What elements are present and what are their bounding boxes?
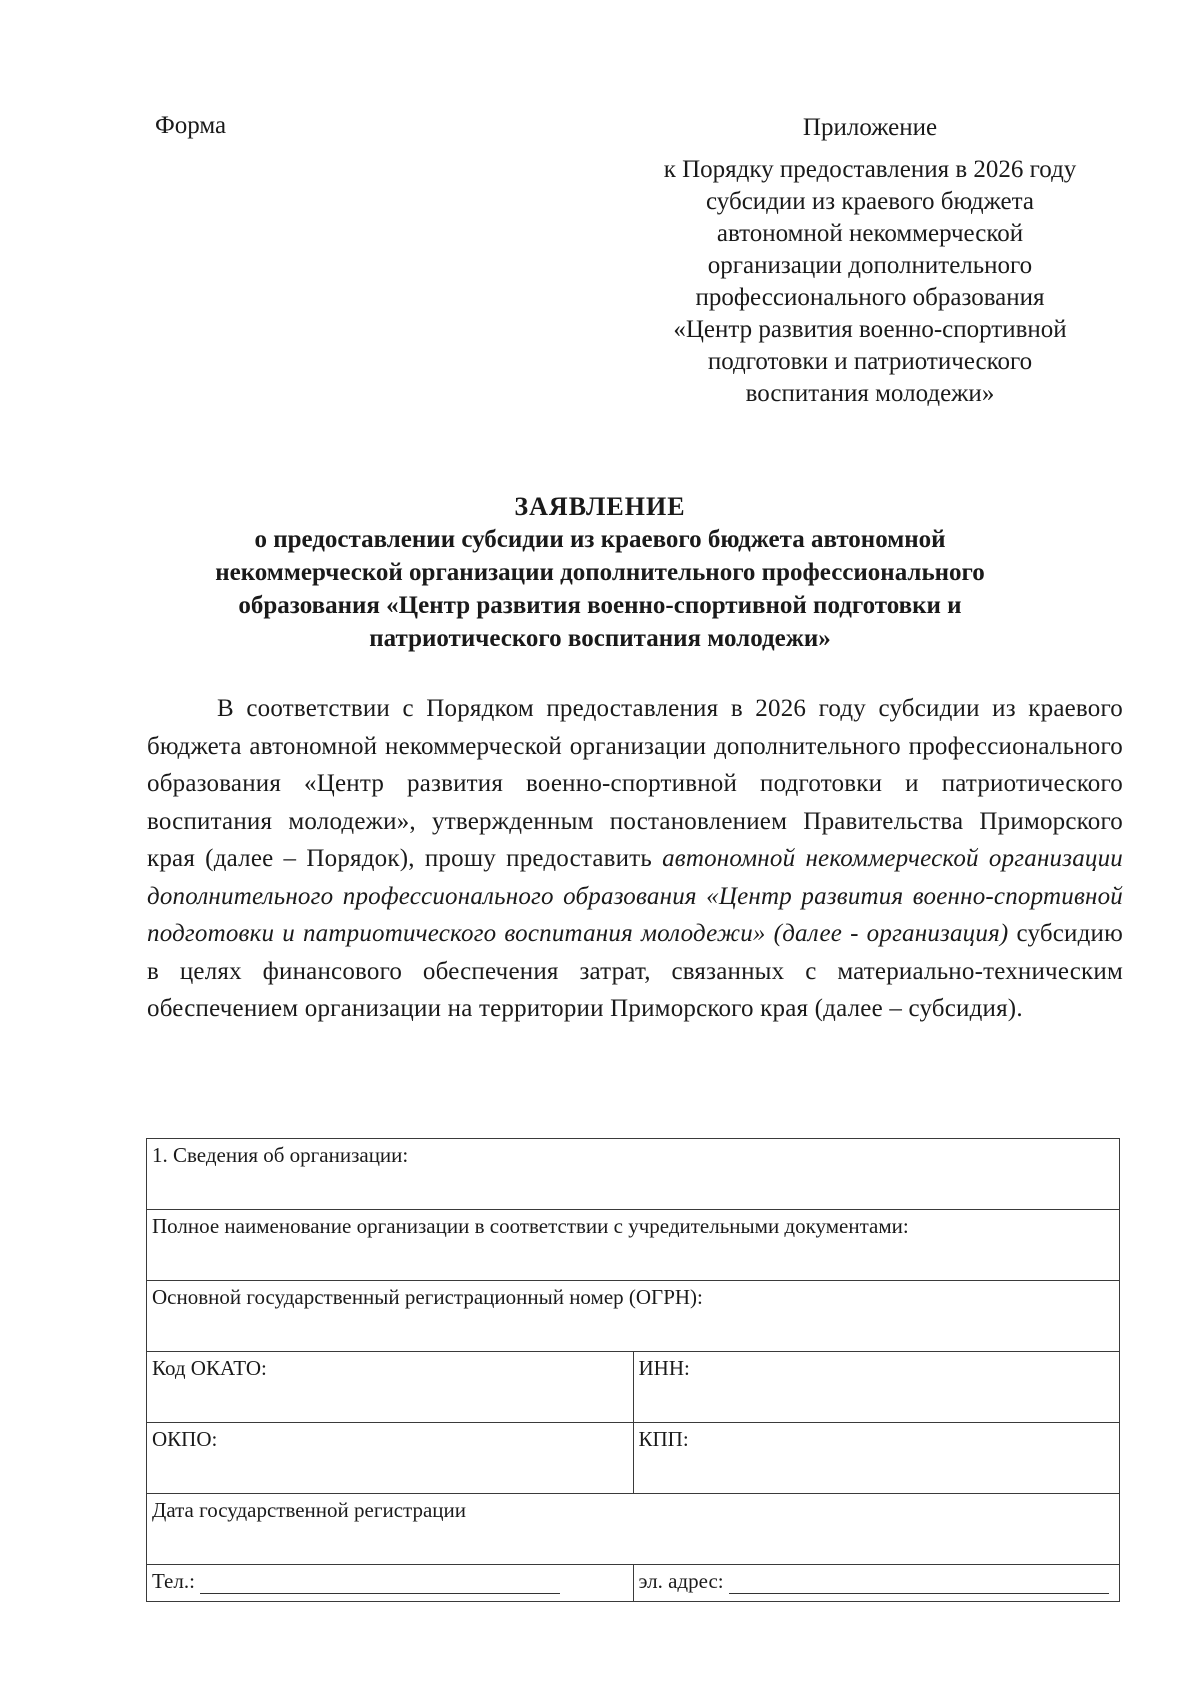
appendix-line: к Порядку предоставления в 2026 году: [663, 156, 1077, 183]
kpp-label: КПП:: [638, 1427, 689, 1451]
appendix-line: подготовки и патриотического: [707, 348, 1033, 375]
table-row: [147, 1281, 1120, 1352]
okpo-field[interactable]: [147, 1423, 634, 1494]
title-line: патриотического воспитания молодежи»: [369, 625, 831, 652]
tel-blank-line[interactable]: [200, 1573, 560, 1594]
okpo-label: ОКПО:: [152, 1427, 218, 1451]
document-title: [150, 490, 1050, 655]
title-line: некоммерческой организации дополнительного профессионального: [215, 559, 985, 586]
tel-label: Тел.:: [152, 1569, 195, 1593]
table-row: [147, 1565, 1120, 1602]
appendix-line: профессионального образования: [695, 284, 1045, 311]
appendix-line: организации дополнительного: [707, 252, 1033, 279]
ogrn-field[interactable]: [147, 1281, 1120, 1352]
table-row: [147, 1423, 1120, 1494]
section-heading: 1. Сведения об организации:: [152, 1143, 409, 1167]
full-name-label: Полное наименование организации в соответствии с учредительными документами:: [152, 1214, 909, 1238]
okato-label: Код ОКАТО:: [152, 1356, 267, 1380]
title-line: образования «Центр развития военно-спортивной подготовки и: [238, 592, 962, 619]
tel-field[interactable]: [147, 1565, 634, 1602]
title-line: о предоставлении субсидии из краевого бюджета автономной: [254, 526, 946, 553]
ogrn-label: Основной государственный регистрационный номер (ОГРН):: [152, 1285, 703, 1309]
okato-field[interactable]: [147, 1352, 634, 1423]
appendix-line: субсидии из краевого бюджета: [706, 188, 1034, 215]
title-main: ЗАЯВЛЕНИЕ: [514, 492, 686, 521]
body-text-organization: автономной некоммерческой организации дополнительного профессионального образования «Центр развития военно-спортивной подготовки и патриотического воспитания молодежи» (далее - организация): [147, 845, 1123, 947]
table-row: [147, 1494, 1120, 1565]
table-row: [147, 1352, 1120, 1423]
reg-date-label: Дата государственной регистрации: [152, 1498, 466, 1522]
email-label: эл. адрес:: [638, 1569, 724, 1593]
table-row: [147, 1210, 1120, 1281]
appendix-line: воспитания молодежи»: [745, 380, 995, 407]
appendix-title: Приложение: [802, 114, 938, 141]
body-text-part1: В соответствии с Порядком предоставления в 2026 году субсидии из краевого бюджета автономной некоммерческой организации дополнительного профессионального образования «Центр развития военно-спортивной подготовки и патриотического воспитания молодежи», утвержденным постановлением Правительства Приморского края (далее – Порядок), прошу предоставить: [147, 695, 1123, 872]
kpp-field[interactable]: [633, 1423, 1120, 1494]
inn-label: ИНН:: [638, 1356, 690, 1380]
appendix-line: автономной некоммерческой: [716, 220, 1024, 247]
email-field[interactable]: [633, 1565, 1120, 1602]
full-name-field[interactable]: [147, 1210, 1120, 1281]
inn-field[interactable]: [633, 1352, 1120, 1423]
email-blank-line[interactable]: [729, 1573, 1109, 1594]
table-row: [147, 1139, 1120, 1210]
appendix-block: [620, 112, 1120, 410]
body-paragraph: [147, 690, 1123, 1028]
organization-info-table: [146, 1138, 1120, 1602]
form-label: Форма: [155, 112, 227, 139]
body-text-part2: субсидию в целях финансового обеспечения затрат, связанных с материально-техническим обеспечением организации на территории Приморского края (далее – субсидия).: [147, 920, 1123, 1022]
appendix-line: «Центр развития военно-спортивной: [673, 316, 1067, 343]
reg-date-field[interactable]: [147, 1494, 1120, 1565]
section-heading-cell: [147, 1139, 1120, 1210]
